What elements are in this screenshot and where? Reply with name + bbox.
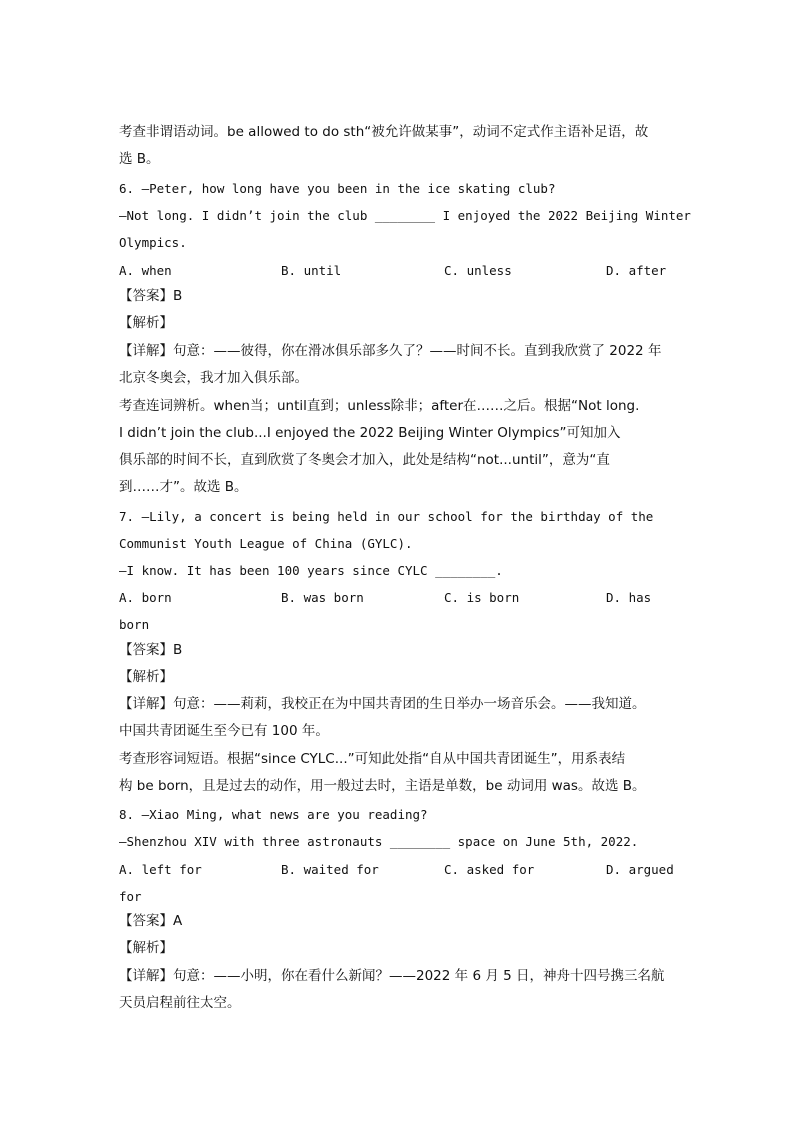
q7-detail-line-2: 中国共青团诞生至今已有 100 年。 (119, 723, 329, 739)
q8-option-d-wrap: for (119, 889, 142, 904)
q6-stem-line-1: 6. —Peter, how long have you been in the ice skating club? (119, 181, 556, 196)
q8-detail-line-1: 【详解】句意：——小明，你在看什么新闻？——2022 年 6 月 5 日，神舟十四号携三名航 (119, 968, 665, 984)
q8-stem-line-2: —Shenzhou XIV with three astronauts ________ space on June 5th, 2022. (119, 834, 639, 849)
q8-option-d: D. argued (606, 862, 674, 877)
q7-stem-line-3: —I know. It has been 100 years since CYLC ________. (119, 563, 503, 578)
q8-option-b: B. waited for (281, 862, 379, 877)
q8-option-a: A. left for (119, 862, 202, 877)
q6-detail-line-1: 【详解】句意：——彼得，你在滑冰俱乐部多久了？——时间不长。直到我欣赏了 2022 年 (119, 343, 662, 359)
q8-option-c: C. asked for (444, 862, 535, 877)
q8-analysis-label: 【解析】 (119, 940, 173, 956)
q7-detail-line-3: 考查形容词短语。根据“since CYLC...”可知此处指“自从中国共青团诞生”，用系表结 (119, 751, 626, 767)
q8-answer: 【答案】A (119, 913, 183, 929)
q6-stem-line-3: Olympics. (119, 235, 187, 250)
q7-stem-line-2: Communist Youth League of China (GYLC). (119, 536, 413, 551)
q7-options (119, 589, 677, 607)
q6-option-d: D. after (606, 263, 667, 278)
q6-option-b: B. until (281, 263, 342, 278)
q6-analysis-label: 【解析】 (119, 315, 173, 331)
q8-detail-line-2: 天员启程前往太空。 (119, 995, 241, 1011)
q7-stem-line-1: 7. —Lily, a concert is being held in our school for the birthday of the (119, 509, 654, 524)
q5-detail-line-2: 选 B。 (119, 151, 160, 167)
q6-answer: 【答案】B (119, 288, 183, 304)
q6-detail-line-3: 考查连词辨析。when当；until直到；unless除非；after在……之后。根据“Not long. (119, 398, 640, 414)
q6-options (119, 262, 677, 280)
q7-analysis-label: 【解析】 (119, 669, 173, 685)
q6-detail-line-2: 北京冬奥会，我才加入俱乐部。 (119, 370, 308, 386)
q7-option-c: C. is born (444, 590, 520, 605)
q7-option-a: A. born (119, 590, 172, 605)
q7-option-b: B. was born (281, 590, 364, 605)
q6-detail-line-5: 俱乐部的时间不长，直到欣赏了冬奥会才加入，此处是结构“not...until”，意为“直 (119, 452, 610, 468)
q6-detail-line-6: 到……才”。故选 B。 (119, 479, 248, 495)
q7-option-d: D. has (606, 590, 652, 605)
q6-stem-line-2: —Not long. I didn’t join the club ________ I enjoyed the 2022 Beijing Winter (119, 208, 691, 223)
q7-detail-line-4: 构 be born，且是过去的动作，用一般过去时，主语是单数，be 动词用 was。故选 B。 (119, 778, 646, 794)
q5-detail-line-1: 考查非谓语动词。be allowed to do sth“被允许做某事”，动词不定式作主语补足语，故 (119, 124, 649, 140)
q7-answer: 【答案】B (119, 642, 183, 658)
q8-options (119, 861, 677, 879)
q6-option-c: C. unless (444, 263, 512, 278)
q6-detail-line-4: I didn’t join the club...I enjoyed the 2022 Beijing Winter Olympics”可知加入 (119, 425, 621, 441)
q7-option-d-wrap: born (119, 617, 150, 632)
q7-detail-line-1: 【详解】句意：——莉莉，我校正在为中国共青团的生日举办一场音乐会。——我知道。 (119, 696, 646, 712)
q6-option-a: A. when (119, 263, 172, 278)
q8-stem-line-1: 8. —Xiao Ming, what news are you reading? (119, 807, 428, 822)
